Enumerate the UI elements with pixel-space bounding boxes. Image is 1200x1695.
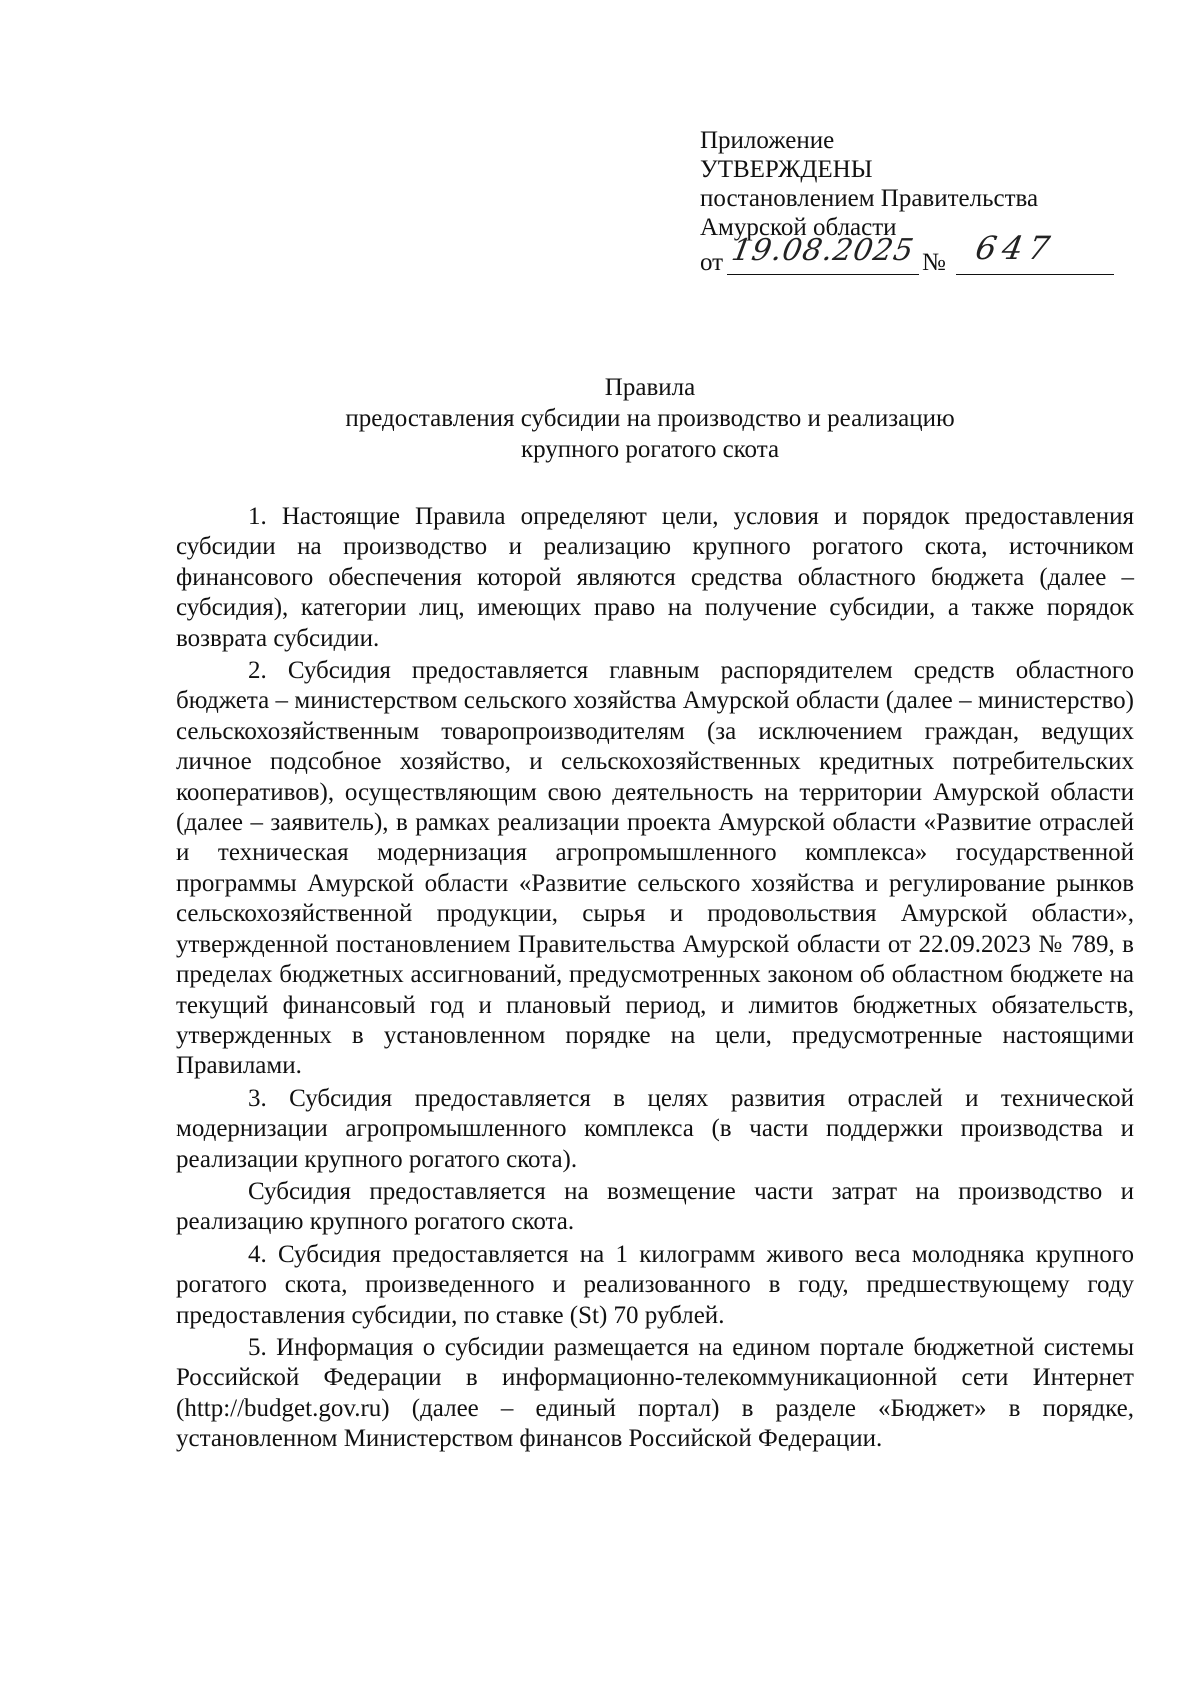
paragraph-2: 2. Субсидия предоставляется главным распорядителем средств областного бюджета – министерством сельского хозяйства Амурской области (далее – министерство) сельскохозяйственным товаропроизводителям (за исключением граждан, ведущих личное подсобное хозяйство, и сельскохозяйственных кредитных потребительских кооперативов), осуществляющим свою деятельность на территории Амурской области (далее – заявитель), в рамках реализации проекта Амурской области «Развитие отраслей и техническая модернизация агропромышленного комплекса» государственной программы Амурской области «Развитие сельского хозяйства и регулирование рынков сельскохозяйственной продукции, сырья и продовольствия Амурской области», утвержденной постановлением Правительства Амурской области от 22.09.2023 № 789, в пределах бюджетных ассигнований, предусмотренных законом об областном бюджете на текущий финансовый год и плановый период, и лимитов бюджетных обязательств, утвержденных в установленном порядке на цели, предусмотренные настоящими Правилами. — [176, 657, 1134, 1080]
approval-appendix-label: Приложение — [700, 127, 835, 154]
approval-region-label: Амурской области — [700, 214, 897, 241]
document-title — [170, 372, 1130, 465]
approval-block — [700, 126, 1140, 282]
approval-decree-label: постановлением Правительства — [700, 185, 1039, 212]
title-line-1: Правила — [604, 374, 696, 401]
date-prefix: от — [700, 249, 724, 276]
paragraph-3: 3. Субсидия предоставляется в целях развития отраслей и технической модернизации агропромышленного комплекса (в части поддержки производства и реализации крупного рогатого скота). — [176, 1084, 1134, 1173]
paragraph-5: 5. Информация о субсидии размещается на едином портале бюджетной системы Российской Федерации в информационно-телекоммуникационной сети Интернет (http://budget.gov.ru) (далее – единый портал) в разделе «Бюджет» в порядке, установленном Министерством финансов Российской Федерации. — [176, 1333, 1134, 1453]
title-line-3: крупного рогатого скота — [520, 436, 780, 463]
approval-approved-label: УТВЕРЖДЕНЫ — [700, 156, 873, 183]
document-body — [176, 502, 1134, 1455]
paragraph-1: 1. Настоящие Правила определяют цели, условия и порядок предоставления субсидии на производство и реализацию крупного рогатого скота, источником финансового обеспечения которой являются средства областного бюджета (далее – субсидия), категории лиц, имеющих право на получение субсидии, а также порядок возврата субсидии. — [176, 503, 1134, 652]
approval-date-number-line — [700, 229, 1140, 282]
paragraph-3-continued: Субсидия предоставляется на возмещение части затрат на производство и реализацию крупного рогатого скота. — [176, 1177, 1134, 1236]
handwritten-number: 647 — [972, 229, 1059, 267]
paragraph-4: 4. Субсидия предоставляется на 1 килограмм живого веса молодняка крупного рогатого скота, произведенного и реализованного в году, предшествующему году предоставления субсидии, по ставке (St) 70 рублей. — [176, 1240, 1134, 1329]
title-line-2: предоставления субсидии на производство и реализацию — [345, 405, 955, 432]
handwritten-date: 19.08.2025 — [728, 233, 917, 268]
number-sign: № — [922, 249, 946, 276]
